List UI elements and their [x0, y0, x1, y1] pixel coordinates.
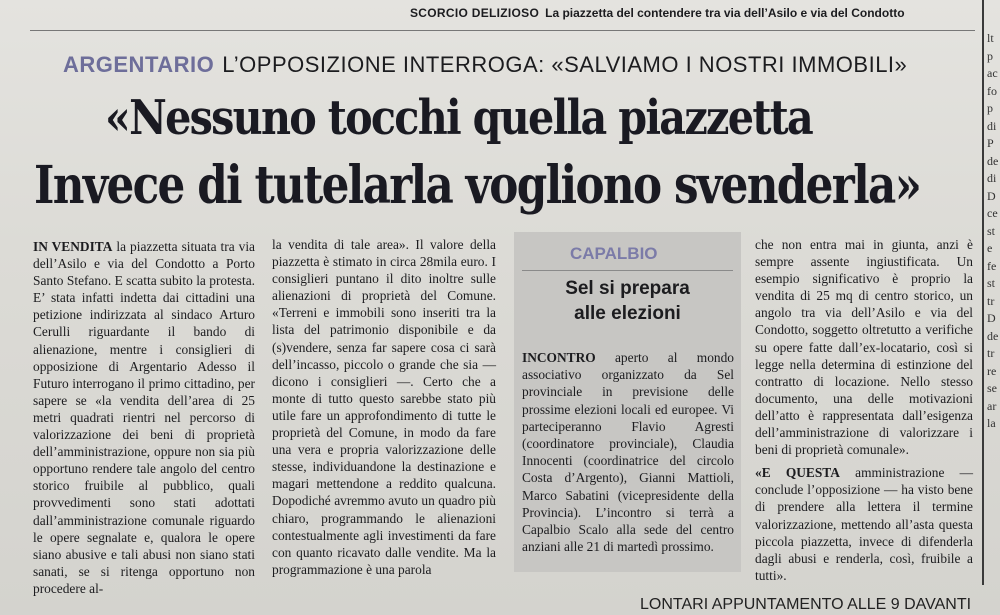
sidebar-title-line-2: alle elezioni: [574, 303, 681, 324]
article-lead: IN VENDITA: [33, 239, 113, 254]
photo-caption: [410, 6, 905, 20]
headline-line-2: Invece di tutelarla vogliono svenderla»: [34, 155, 921, 216]
overline: [63, 52, 907, 78]
bottom-headline-fragment: [30, 593, 990, 615]
article-column-4-text: che non entra mai in giunta, anzi è sempre assente ingiustificata. Un esempio significativo è proprio la vendita di 25 mq di centro storico, un angolo tra via dell’Asilo e via del Condotto, soggetto oltretutto a verifiche su opere fatte dall’ex-locatario, così si legge nella determina di estinzione del contratto di locazione. Nello stesso documento, una delle motivazioni dell’atto è rappresentata dall’esigenza dell’amministrazione di valorizzare i beni di proprietà comunale».: [755, 237, 973, 458]
caption-title: SCORCIO DELIZIOSO: [410, 6, 540, 20]
top-divider: [30, 30, 975, 31]
sidebar-lead: INCONTRO: [522, 350, 596, 365]
sidebar-title-line-1: Sel si prepara: [565, 278, 690, 299]
sidebar-body: [522, 349, 734, 555]
article-column-1: [33, 238, 255, 597]
overline-location: ARGENTARIO: [63, 52, 215, 77]
article-column-2-text: la vendita di tale area». Il valore della piazzetta è stimato in circa 28mila euro. I consiglieri puntano il dito inoltre sulle alienazioni di proprietà del Comune. «Terreni e immobili sono inseriti tra la lista del patrimonio disponibile e da (s)vendere, senza far sapere cosa ci sarà dell’incasso, piccolo o grande che sia — dicono i consiglieri —. Certo che a monte di tutto questo sarebbe stato più utile fare un approfondimento di tutte le proprietà del Comune, in modo da fare una vera e propria valorizzazione delle stesse, individuandone la destinazione e magari mettendone a reddito qualcuna. Dopodiché avremmo avuto un quadro più chiaro, programmando le alienazioni contestualmente agli investimenti da fare con quanto ricavato dalle vendite. Ma la programmazione è una parola: [272, 237, 496, 577]
adjacent-page-fragment: lt p ac fo p di P de di D ce st e fe st tr D de tr re se ar la: [987, 31, 999, 430]
article-second-lead: «E QUESTA: [755, 465, 840, 481]
sidebar-title: [514, 276, 741, 326]
caption-text: La piazzetta del contendere tra via dell’Asilo e via del Condotto: [545, 6, 905, 20]
article-column-4b-text: amministrazione — conclude l’opposizione — ha visto bene di prendere alla lettera il termine valorizzazione, mettendo all’asta questa piccola piazzetta, invece di difenderla dagli abusi e renderla, così, fruibile a tutti».: [755, 465, 973, 583]
headline-line-1: «Nessuno tocchi quella piazzetta: [105, 90, 813, 146]
sidebar-tag: CAPALBIO: [570, 244, 658, 263]
sidebar-box: [514, 232, 741, 572]
page-edge-rule: [982, 0, 984, 585]
overline-text: L’OPPOSIZIONE INTERROGA: «SALVIAMO I NOSTRI IMMOBILI»: [222, 52, 908, 77]
article-column-2: [272, 236, 496, 578]
sidebar-tag-rule: [522, 270, 733, 271]
article-column-1-text: la piazzetta situata tra via dell’Asilo e via del Condotto a Porto Santo Stefano. E scatta subito la protesta. E’ stata infatti indetta dai cittadini una petizione indirizzata al sindaco Arturo Cerulli riguardante il bando di alienazione, mentre i consiglieri di opposizione di Argentario Adesso il Futuro interrogano il primo cittadino, per sapere se «la vendita dell’area di 25 metri quadrati rientri nel percorso di valorizzazione dei beni di proprietà dell’amministrazione, oppure non sia più opportuno rendere tale angolo del centro storico fruibile al pubblico, quali provvedimenti sono stati adottati dall’amministrazione comunale riguardo le opere segnalate e, qualora le opere siano abusive e tali abusi non siano stati sanati, se si ritenga opportuno non procedere al-: [33, 239, 255, 596]
article-column-4: [755, 236, 973, 584]
sidebar-body-text: aperto al mondo associativo organizzato da Sel provinciale in previsione delle prossime elezioni locali ed europee. Vi parteciperanno Flavio Agresti (coordinatore provinciale), Claudia Innocenti (coordinatrice del circolo Costa d’Argento), Gianni Mattioli, Marco Sabatini (vicepresidente della Provincia). L’incontro si terrà a Capalbio Scalo alla sede del centro anziani alle 21 di martedì prossimo.: [522, 350, 734, 555]
bottom-text: LONTARI APPUNTAMENTO ALLE 9 DAVANTI: [640, 596, 972, 613]
